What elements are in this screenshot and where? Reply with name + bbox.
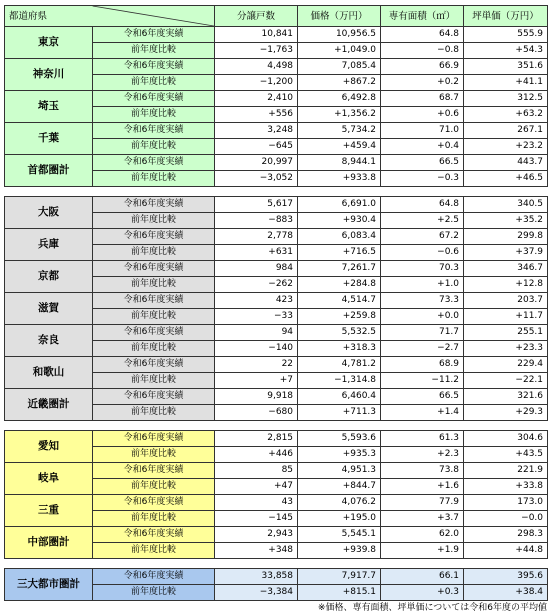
prefecture-name: 神奈川 xyxy=(5,59,93,91)
prefecture-name: 首都圏計 xyxy=(5,155,93,187)
prefecture-name: 東京 xyxy=(5,27,93,59)
price-value: 6,460.4 xyxy=(298,389,381,405)
area-value: +0.3 xyxy=(381,585,464,601)
area-value: −11.2 xyxy=(381,373,464,389)
table-row-actual xyxy=(5,357,548,373)
units-value: 4,498 xyxy=(215,59,298,75)
area-value: 71.0 xyxy=(381,123,464,139)
area-value: 73.3 xyxy=(381,293,464,309)
tsubo-value: 299.8 xyxy=(464,229,548,245)
units-value: 85 xyxy=(215,463,298,479)
table-row-actual xyxy=(5,91,548,107)
prefecture-name: 大阪 xyxy=(5,197,93,229)
table-row-actual xyxy=(5,293,548,309)
area-value: +1.0 xyxy=(381,277,464,293)
units-value: 22 xyxy=(215,357,298,373)
price-value: +1,049.0 xyxy=(298,43,381,59)
row-kind: 前年度比較 xyxy=(93,447,215,463)
header-units: 分譲戸数 xyxy=(215,6,298,27)
tsubo-value: 555.9 xyxy=(464,27,548,43)
tsubo-value: +35.2 xyxy=(464,213,548,229)
tsubo-value: +41.1 xyxy=(464,75,548,91)
units-value: −1,200 xyxy=(215,75,298,91)
row-kind: 令和6年度実績 xyxy=(93,261,215,277)
table-row-actual xyxy=(5,527,548,543)
header-price: 価格（万円） xyxy=(298,6,381,27)
price-value: 6,691.0 xyxy=(298,197,381,213)
units-value: −3,052 xyxy=(215,171,298,187)
price-value: 8,944.1 xyxy=(298,155,381,171)
tsubo-value: 255.1 xyxy=(464,325,548,341)
tsubo-value: 267.1 xyxy=(464,123,548,139)
row-kind: 前年度比較 xyxy=(93,75,215,91)
units-value: +556 xyxy=(215,107,298,123)
row-kind: 前年度比較 xyxy=(93,171,215,187)
area-value: 61.3 xyxy=(381,431,464,447)
tsubo-value: 221.9 xyxy=(464,463,548,479)
units-value: −1,763 xyxy=(215,43,298,59)
row-kind: 前年度比較 xyxy=(93,43,215,59)
row-kind: 前年度比較 xyxy=(93,405,215,421)
tsubo-value: +38.4 xyxy=(464,585,548,601)
tsubo-value: 298.3 xyxy=(464,527,548,543)
row-kind: 令和6年度実績 xyxy=(93,569,215,585)
area-value: 77.9 xyxy=(381,495,464,511)
area-value: 66.5 xyxy=(381,389,464,405)
table-row-actual xyxy=(5,325,548,341)
units-value: 423 xyxy=(215,293,298,309)
tsubo-value: +54.3 xyxy=(464,43,548,59)
area-value: 66.1 xyxy=(381,569,464,585)
tsubo-value: 312.5 xyxy=(464,91,548,107)
area-value: +1.9 xyxy=(381,543,464,559)
units-value: −3,384 xyxy=(215,585,298,601)
tsubo-value: 321.6 xyxy=(464,389,548,405)
area-value: −0.3 xyxy=(381,171,464,187)
price-value: 4,951.3 xyxy=(298,463,381,479)
price-value: −1,314.8 xyxy=(298,373,381,389)
row-kind: 令和6年度実績 xyxy=(93,293,215,309)
table-row-actual xyxy=(5,59,548,75)
area-value: +0.0 xyxy=(381,309,464,325)
tsubo-value: +37.9 xyxy=(464,245,548,261)
area-value: +2.5 xyxy=(381,213,464,229)
price-value: 6,083.4 xyxy=(298,229,381,245)
price-value: +815.1 xyxy=(298,585,381,601)
area-value: 66.5 xyxy=(381,155,464,171)
area-value: +3.7 xyxy=(381,511,464,527)
group-separator-cell xyxy=(5,421,548,431)
row-kind: 令和6年度実績 xyxy=(93,197,215,213)
header-tsubo: 坪単価（万円） xyxy=(464,6,548,27)
table-row-actual xyxy=(5,261,548,277)
price-value: 7,085.4 xyxy=(298,59,381,75)
row-kind: 前年度比較 xyxy=(93,341,215,357)
row-kind: 令和6年度実績 xyxy=(93,431,215,447)
area-value: 64.8 xyxy=(381,27,464,43)
price-value: 4,514.7 xyxy=(298,293,381,309)
price-value: 10,956.5 xyxy=(298,27,381,43)
units-value: 2,410 xyxy=(215,91,298,107)
prefecture-name: 埼玉 xyxy=(5,91,93,123)
price-value: +259.8 xyxy=(298,309,381,325)
row-kind: 令和6年度実績 xyxy=(93,495,215,511)
area-value: +0.2 xyxy=(381,75,464,91)
units-value: 5,617 xyxy=(215,197,298,213)
area-value: +1.6 xyxy=(381,479,464,495)
row-kind: 令和6年度実績 xyxy=(93,59,215,75)
row-kind: 令和6年度実績 xyxy=(93,123,215,139)
table-row-actual xyxy=(5,27,548,43)
units-value: 2,943 xyxy=(215,527,298,543)
area-value: −2.7 xyxy=(381,341,464,357)
price-value: 7,261.7 xyxy=(298,261,381,277)
row-kind: 前年度比較 xyxy=(93,309,215,325)
price-value: +195.0 xyxy=(298,511,381,527)
row-kind: 前年度比較 xyxy=(93,511,215,527)
tsubo-value: +44.8 xyxy=(464,543,548,559)
tsubo-value: 351.6 xyxy=(464,59,548,75)
units-value: 3,248 xyxy=(215,123,298,139)
units-value: +631 xyxy=(215,245,298,261)
tsubo-value: +23.3 xyxy=(464,341,548,357)
header-area: 専有面積（㎡） xyxy=(381,6,464,27)
prefecture-name: 愛知 xyxy=(5,431,93,463)
tsubo-value: 346.7 xyxy=(464,261,548,277)
area-value: +0.4 xyxy=(381,139,464,155)
area-value: 71.7 xyxy=(381,325,464,341)
tsubo-value: 395.6 xyxy=(464,569,548,585)
tsubo-value: −0.0 xyxy=(464,511,548,527)
table-row-actual xyxy=(5,155,548,171)
row-kind: 令和6年度実績 xyxy=(93,389,215,405)
units-value: 10,841 xyxy=(215,27,298,43)
price-value: +844.7 xyxy=(298,479,381,495)
mansion-supply-table xyxy=(4,5,548,601)
units-value: −145 xyxy=(215,511,298,527)
group-separator-cell xyxy=(5,559,548,569)
prefecture-name: 中部圏計 xyxy=(5,527,93,559)
units-value: 33,858 xyxy=(215,569,298,585)
row-kind: 前年度比較 xyxy=(93,543,215,559)
units-value: +7 xyxy=(215,373,298,389)
units-value: 43 xyxy=(215,495,298,511)
units-value: 94 xyxy=(215,325,298,341)
prefecture-name: 滋賀 xyxy=(5,293,93,325)
price-value: 5,593.6 xyxy=(298,431,381,447)
units-value: +47 xyxy=(215,479,298,495)
price-value: 5,545.1 xyxy=(298,527,381,543)
row-kind: 令和6年度実績 xyxy=(93,229,215,245)
area-value: 73.8 xyxy=(381,463,464,479)
price-value: +930.4 xyxy=(298,213,381,229)
row-kind: 前年度比較 xyxy=(93,373,215,389)
table-row-actual xyxy=(5,569,548,585)
price-value: +318.3 xyxy=(298,341,381,357)
header-row xyxy=(5,6,548,27)
row-kind: 前年度比較 xyxy=(93,213,215,229)
area-value: 64.8 xyxy=(381,197,464,213)
tsubo-value: 203.7 xyxy=(464,293,548,309)
price-value: +711.3 xyxy=(298,405,381,421)
row-kind: 前年度比較 xyxy=(93,479,215,495)
price-value: +933.8 xyxy=(298,171,381,187)
units-value: +446 xyxy=(215,447,298,463)
tsubo-value: +63.2 xyxy=(464,107,548,123)
table-row-actual xyxy=(5,229,548,245)
units-value: 20,997 xyxy=(215,155,298,171)
tsubo-value: 443.7 xyxy=(464,155,548,171)
row-kind: 前年度比較 xyxy=(93,139,215,155)
prefecture-name: 三大都市圏計 xyxy=(5,569,93,601)
price-value: 4,781.2 xyxy=(298,357,381,373)
row-kind: 前年度比較 xyxy=(93,245,215,261)
table-row-actual xyxy=(5,123,548,139)
tsubo-value: 173.0 xyxy=(464,495,548,511)
table-row-actual xyxy=(5,495,548,511)
units-value: 2,815 xyxy=(215,431,298,447)
area-value: 68.7 xyxy=(381,91,464,107)
price-value: +1,356.2 xyxy=(298,107,381,123)
area-value: −0.8 xyxy=(381,43,464,59)
area-value: 68.9 xyxy=(381,357,464,373)
area-value: 62.0 xyxy=(381,527,464,543)
group-separator xyxy=(5,559,548,569)
units-value: 984 xyxy=(215,261,298,277)
tsubo-value: +23.2 xyxy=(464,139,548,155)
prefecture-name: 三重 xyxy=(5,495,93,527)
area-value: 67.2 xyxy=(381,229,464,245)
tsubo-value: 304.6 xyxy=(464,431,548,447)
area-value: 66.9 xyxy=(381,59,464,75)
price-value: 5,532.5 xyxy=(298,325,381,341)
row-kind: 令和6年度実績 xyxy=(93,155,215,171)
tsubo-value: +29.3 xyxy=(464,405,548,421)
row-kind: 令和6年度実績 xyxy=(93,527,215,543)
area-value: 70.3 xyxy=(381,261,464,277)
row-kind: 令和6年度実績 xyxy=(93,27,215,43)
row-kind: 令和6年度実績 xyxy=(93,325,215,341)
table-row-actual xyxy=(5,197,548,213)
prefecture-name: 兵庫 xyxy=(5,229,93,261)
group-separator xyxy=(5,187,548,197)
prefecture-name: 岐阜 xyxy=(5,463,93,495)
header-prefecture-label: 都道府県 xyxy=(9,10,48,22)
units-value: −262 xyxy=(215,277,298,293)
price-value: 7,917.7 xyxy=(298,569,381,585)
units-value: −883 xyxy=(215,213,298,229)
data-table-container xyxy=(4,5,547,614)
table-row-actual xyxy=(5,431,548,447)
row-kind: 前年度比較 xyxy=(93,585,215,601)
units-value: −140 xyxy=(215,341,298,357)
row-kind: 前年度比較 xyxy=(93,277,215,293)
units-value: +348 xyxy=(215,543,298,559)
table-row-actual xyxy=(5,389,548,405)
price-value: +716.5 xyxy=(298,245,381,261)
group-separator xyxy=(5,421,548,431)
price-value: +284.8 xyxy=(298,277,381,293)
tsubo-value: +46.5 xyxy=(464,171,548,187)
footnote: ※価格、専有面積、坪単価については令和6年度の平均値 xyxy=(317,603,547,613)
tsubo-value: +12.8 xyxy=(464,277,548,293)
tsubo-value: 229.4 xyxy=(464,357,548,373)
prefecture-name: 和歌山 xyxy=(5,357,93,389)
price-value: +867.2 xyxy=(298,75,381,91)
area-value: −0.6 xyxy=(381,245,464,261)
row-kind: 前年度比較 xyxy=(93,107,215,123)
prefecture-name: 千葉 xyxy=(5,123,93,155)
price-value: +939.8 xyxy=(298,543,381,559)
price-value: 6,492.8 xyxy=(298,91,381,107)
price-value: +459.4 xyxy=(298,139,381,155)
row-kind: 令和6年度実績 xyxy=(93,357,215,373)
price-value: 5,734.2 xyxy=(298,123,381,139)
area-value: +1.4 xyxy=(381,405,464,421)
tsubo-value: +33.8 xyxy=(464,479,548,495)
tsubo-value: −22.1 xyxy=(464,373,548,389)
units-value: −645 xyxy=(215,139,298,155)
table-row-actual xyxy=(5,463,548,479)
units-value: −680 xyxy=(215,405,298,421)
price-value: +935.3 xyxy=(298,447,381,463)
row-kind: 令和6年度実績 xyxy=(93,463,215,479)
prefecture-name: 近畿圏計 xyxy=(5,389,93,421)
units-value: 2,778 xyxy=(215,229,298,245)
units-value: 9,918 xyxy=(215,389,298,405)
tsubo-value: 340.5 xyxy=(464,197,548,213)
prefecture-name: 京都 xyxy=(5,261,93,293)
area-value: +2.3 xyxy=(381,447,464,463)
area-value: +0.6 xyxy=(381,107,464,123)
tsubo-value: +43.5 xyxy=(464,447,548,463)
prefecture-name: 奈良 xyxy=(5,325,93,357)
group-separator-cell xyxy=(5,187,548,197)
tsubo-value: +11.7 xyxy=(464,309,548,325)
units-value: −33 xyxy=(215,309,298,325)
row-kind: 令和6年度実績 xyxy=(93,91,215,107)
header-prefecture xyxy=(5,6,215,27)
price-value: 4,076.2 xyxy=(298,495,381,511)
